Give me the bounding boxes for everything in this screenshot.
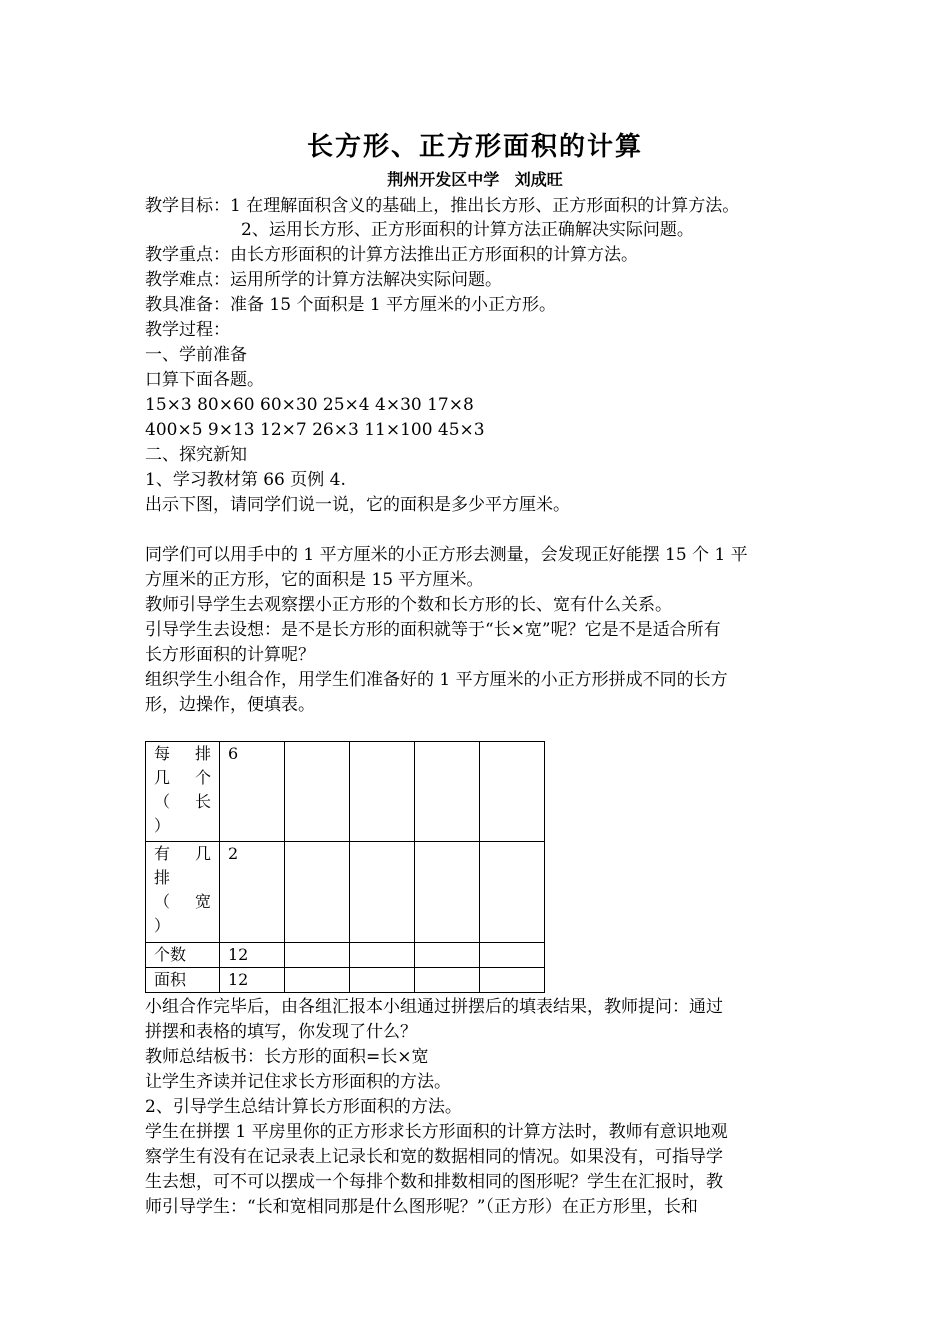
- table-cell: 6: [220, 742, 285, 842]
- paragraph-2: 教师引导学生去观察摆小正方形的个数和长方形的长、宽有什么关系。: [145, 595, 672, 615]
- table-cell: [350, 968, 415, 993]
- row-label-area: 面积: [146, 968, 220, 993]
- table-cell: [285, 943, 350, 968]
- table-cell: 12: [220, 943, 285, 968]
- calc-row-2: 400×5 9×13 12×7 26×3 11×100 45×3: [145, 420, 485, 440]
- table-cell: [480, 943, 545, 968]
- step-2: 2、引导学生总结计算长方形面积的方法。: [145, 1097, 462, 1117]
- paragraph-5a: 小组合作完毕后，由各组汇报本小组通过拼摆后的填表结果，教师提问：通过: [145, 997, 723, 1017]
- table-cell: 2: [220, 842, 285, 943]
- table-cell: [480, 742, 545, 842]
- author-line: 荆州开发区中学 刘成旺: [387, 170, 563, 189]
- table-cell: [480, 968, 545, 993]
- label-char: 有: [154, 844, 171, 863]
- table-cell: [415, 968, 480, 993]
- paragraph-6: 教师总结板书：长方形的面积=长×宽: [145, 1047, 429, 1067]
- label-char: 宽: [194, 892, 211, 911]
- row-label-num-rows: [146, 842, 220, 943]
- section-2-heading: 二、探究新知: [145, 445, 247, 465]
- label-char: 个: [194, 768, 211, 787]
- calc-row-1: 15×3 80×60 60×30 25×4 4×30 17×8: [145, 395, 474, 415]
- paragraph-8b: 察学生有没有在记录表上记录长和宽的数据相同的情况。如果没有，可指导学: [145, 1147, 723, 1167]
- step-1: 1、学习教材第 66 页例 4.: [145, 470, 346, 490]
- key-point: 教学重点：由长方形面积的计算方法推出正方形面积的计算方法。: [145, 245, 638, 265]
- label-char: （: [154, 792, 171, 811]
- paragraph-4a: 组织学生小组合作，用学生们准备好的 1 平方厘米的小正方形拼成不同的长方: [145, 670, 728, 690]
- difficulty: 教学难点：运用所学的计算方法解决实际问题。: [145, 270, 502, 290]
- paragraph-1a: 同学们可以用手中的 1 平方厘米的小正方形去测量，会发现正好能摆 15 个 1 平: [145, 545, 748, 565]
- table-cell: [285, 742, 350, 842]
- section-1-heading: 一、学前准备: [145, 345, 247, 365]
- table-row: [146, 842, 545, 943]
- label-char: ）: [154, 816, 171, 835]
- paragraph-5b: 拼摆和表格的填写，你发现了什么？: [145, 1022, 417, 1042]
- label-char: 每: [154, 744, 171, 763]
- paragraph-7: 让学生齐读并记住求长方形面积的方法。: [145, 1072, 451, 1092]
- table-row: [146, 968, 545, 993]
- table-cell: 12: [220, 968, 285, 993]
- document-title: 长方形、正方形面积的计算: [306, 132, 643, 162]
- process-heading: 教学过程：: [145, 320, 230, 340]
- paragraph-3b: 长方形面积的计算呢？: [145, 645, 315, 665]
- table-cell: [285, 842, 350, 943]
- label-char: ）: [154, 916, 171, 935]
- table-cell: [350, 742, 415, 842]
- table-row: [146, 742, 545, 842]
- label-char: 排: [154, 868, 171, 887]
- table-cell: [350, 943, 415, 968]
- paragraph-8a: 学生在拼摆 1 平房里你的正方形求长方形面积的计算方法时，教师有意识地观: [145, 1122, 728, 1142]
- label-char: 几: [194, 844, 211, 863]
- label-char: 几: [154, 768, 171, 787]
- label-char: 排: [194, 744, 211, 763]
- table-cell: [350, 842, 415, 943]
- paragraph-8c: 生去想，可不可以摆成一个每排个数和排数相同的图形呢？学生在汇报时，教: [145, 1172, 723, 1192]
- label-char: （: [154, 892, 171, 911]
- label-char: 长: [194, 792, 211, 811]
- row-label-count: 个数: [146, 943, 220, 968]
- paragraph-8d: 师引导学生：“长和宽相同那是什么图形呢？”（正方形）在正方形里，长和: [145, 1197, 698, 1217]
- oral-calc: 口算下面各题。: [145, 370, 264, 390]
- paragraph-4b: 形，边操作，便填表。: [145, 695, 315, 715]
- table-cell: [415, 842, 480, 943]
- row-label-per-row: [146, 742, 220, 842]
- table-cell: [480, 842, 545, 943]
- objective-1: 教学目标：1 在理解面积含义的基础上，推出长方形、正方形面积的计算方法。: [145, 196, 740, 216]
- table-cell: [415, 943, 480, 968]
- show-figure: 出示下图，请同学们说一说，它的面积是多少平方厘米。: [145, 495, 570, 515]
- objective-2: 2、运用长方形、正方形面积的计算方法正确解决实际问题。: [241, 220, 694, 240]
- tools: 教具准备：准备 15 个面积是 1 平方厘米的小正方形。: [145, 295, 557, 315]
- table-cell: [285, 968, 350, 993]
- record-table: [145, 741, 545, 993]
- paragraph-1b: 方厘米的正方形，它的面积是 15 平方厘米。: [145, 570, 484, 590]
- table-cell: [415, 742, 480, 842]
- paragraph-3a: 引导学生去设想：是不是长方形的面积就等于“长×宽”呢？它是不是适合所有: [145, 620, 721, 640]
- table-row: [146, 943, 545, 968]
